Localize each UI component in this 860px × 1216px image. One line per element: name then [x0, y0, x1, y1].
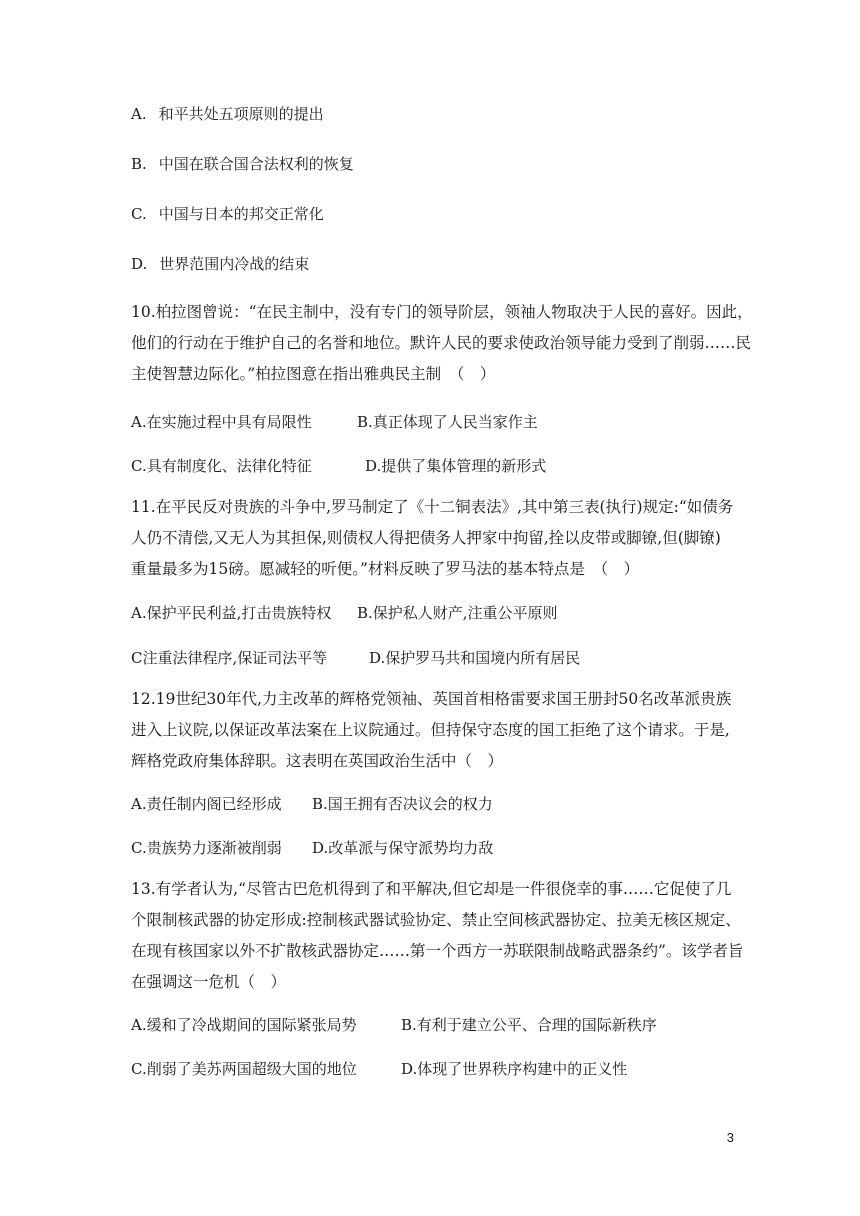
q10-option-b: B.真正体现了人民当家作主 [357, 413, 538, 431]
q11-options-row-1 [131, 603, 558, 623]
q10-options-row-2 [131, 456, 546, 476]
question-12 [131, 684, 741, 777]
question-text-line: 在强调这一危机（ ） [131, 973, 287, 991]
q11-option-d: D.保护罗马共和国境内所有居民 [369, 649, 581, 667]
q11-option-c: C注重法律程序,保证司法平等 [131, 649, 328, 667]
q10-option-a: A.在实施过程中具有局限性 [131, 413, 312, 431]
q13-options-row-1 [131, 1015, 657, 1035]
question-text-line: 人仍不清偿,又无人为其担保,则债权人得把债务人押家中拘留,拴以皮带或脚镣,但(脚镣) [131, 529, 721, 547]
q12-options-row-1 [131, 794, 493, 814]
option-text: 世界范围内冷战的结束 [159, 255, 310, 273]
page-number: 3 [726, 1130, 734, 1145]
q12-option-c: C.贵族势力逐渐被削弱 [131, 839, 282, 857]
question-text-line: 主使智慧边际化。”柏拉图意在指出雅典民主制 （ ） [131, 365, 496, 383]
q10-option-c: C.具有制度化、法律化特征 [131, 457, 312, 475]
question-text-line: 13.有学者认为,“尽管古巴危机得到了和平解决,但它却是一件很侥幸的事……它促使了几 [131, 880, 732, 898]
option-text: 和平共处五项原则的提出 [158, 105, 324, 123]
q13-option-b: B.有利于建立公平、合理的国际新秩序 [401, 1016, 657, 1034]
q11-options-row-2 [131, 648, 580, 668]
q10-option-d: D.提供了集体管理的新形式 [365, 457, 547, 475]
option-label: A. [131, 105, 147, 123]
q13-option-a: A.缓和了冷战期间的国际紧张局势 [131, 1016, 357, 1034]
question-text-line: 个限制核武器的协定形成:控制核武器试验协定、禁止空间核武器协定、拉美无核区规定、 [131, 911, 741, 929]
q12-option-d: D.改革派与保守派势均力敌 [312, 839, 494, 857]
q10-options-row-1 [131, 412, 538, 432]
q9-option-c [131, 204, 324, 224]
question-text-line: 12.19世纪30年代,力主改革的辉格党领袖、英国首相格雷要求国王册封50名改革派贵族 [131, 690, 732, 708]
question-text-line: 辉格党政府集体辞职。这表明在英国政治生活中（ ） [131, 752, 504, 770]
question-13 [131, 874, 744, 998]
q12-option-a: A.责任制内阁已经形成 [131, 795, 282, 813]
question-text-line: 他们的行动在于维护自己的名誉和地位。默许人民的要求使政治领导能力受到了削弱……民 [131, 334, 752, 352]
option-label: B. [131, 155, 147, 173]
question-11 [131, 492, 741, 585]
q11-option-a: A.保护平民利益,打击贵族特权 [131, 604, 332, 622]
q9-option-d [131, 254, 309, 274]
q11-option-b: B.保护私人财产,注重公平原则 [357, 604, 558, 622]
q13-option-d: D.体现了世界秩序构建中的正义性 [401, 1060, 628, 1078]
question-text-line: 10.柏拉图曾说：“在民主制中，没有专门的领导阶层，领袖人物取决于人民的喜好。因此， [131, 303, 753, 321]
q12-options-row-2 [131, 838, 493, 858]
question-text-line: 在现有核国家以外不扩散核武器协定……第一个西方一苏联限制战略武器条约”。该学者旨 [131, 942, 744, 960]
question-10 [131, 297, 753, 390]
q13-option-c: C.削弱了美苏两国超级大国的地位 [131, 1060, 357, 1078]
option-text: 中国与日本的邦交正常化 [158, 205, 324, 223]
question-text-line: 11.在平民反对贵族的斗争中,罗马制定了《十二铜表法》,其中第三表(执行)规定:“如债务 [131, 498, 734, 516]
option-label: D. [131, 255, 148, 273]
option-label: C. [131, 205, 147, 223]
q9-option-b [131, 154, 354, 174]
q13-options-row-2 [131, 1059, 627, 1079]
question-text-line: 重量最多为15磅。愿减轻的听便。”材料反映了罗马法的基本特点是 （ ） [131, 560, 640, 578]
question-text-line: 进入上议院,以保证改革法案在上议院通过。但持保守态度的国工拒绝了这个请求。于是, [131, 721, 730, 739]
option-text: 中国在联合国合法权利的恢复 [158, 155, 354, 173]
q9-option-a [131, 104, 324, 124]
q12-option-b: B.国王拥有否决议会的权力 [312, 795, 493, 813]
